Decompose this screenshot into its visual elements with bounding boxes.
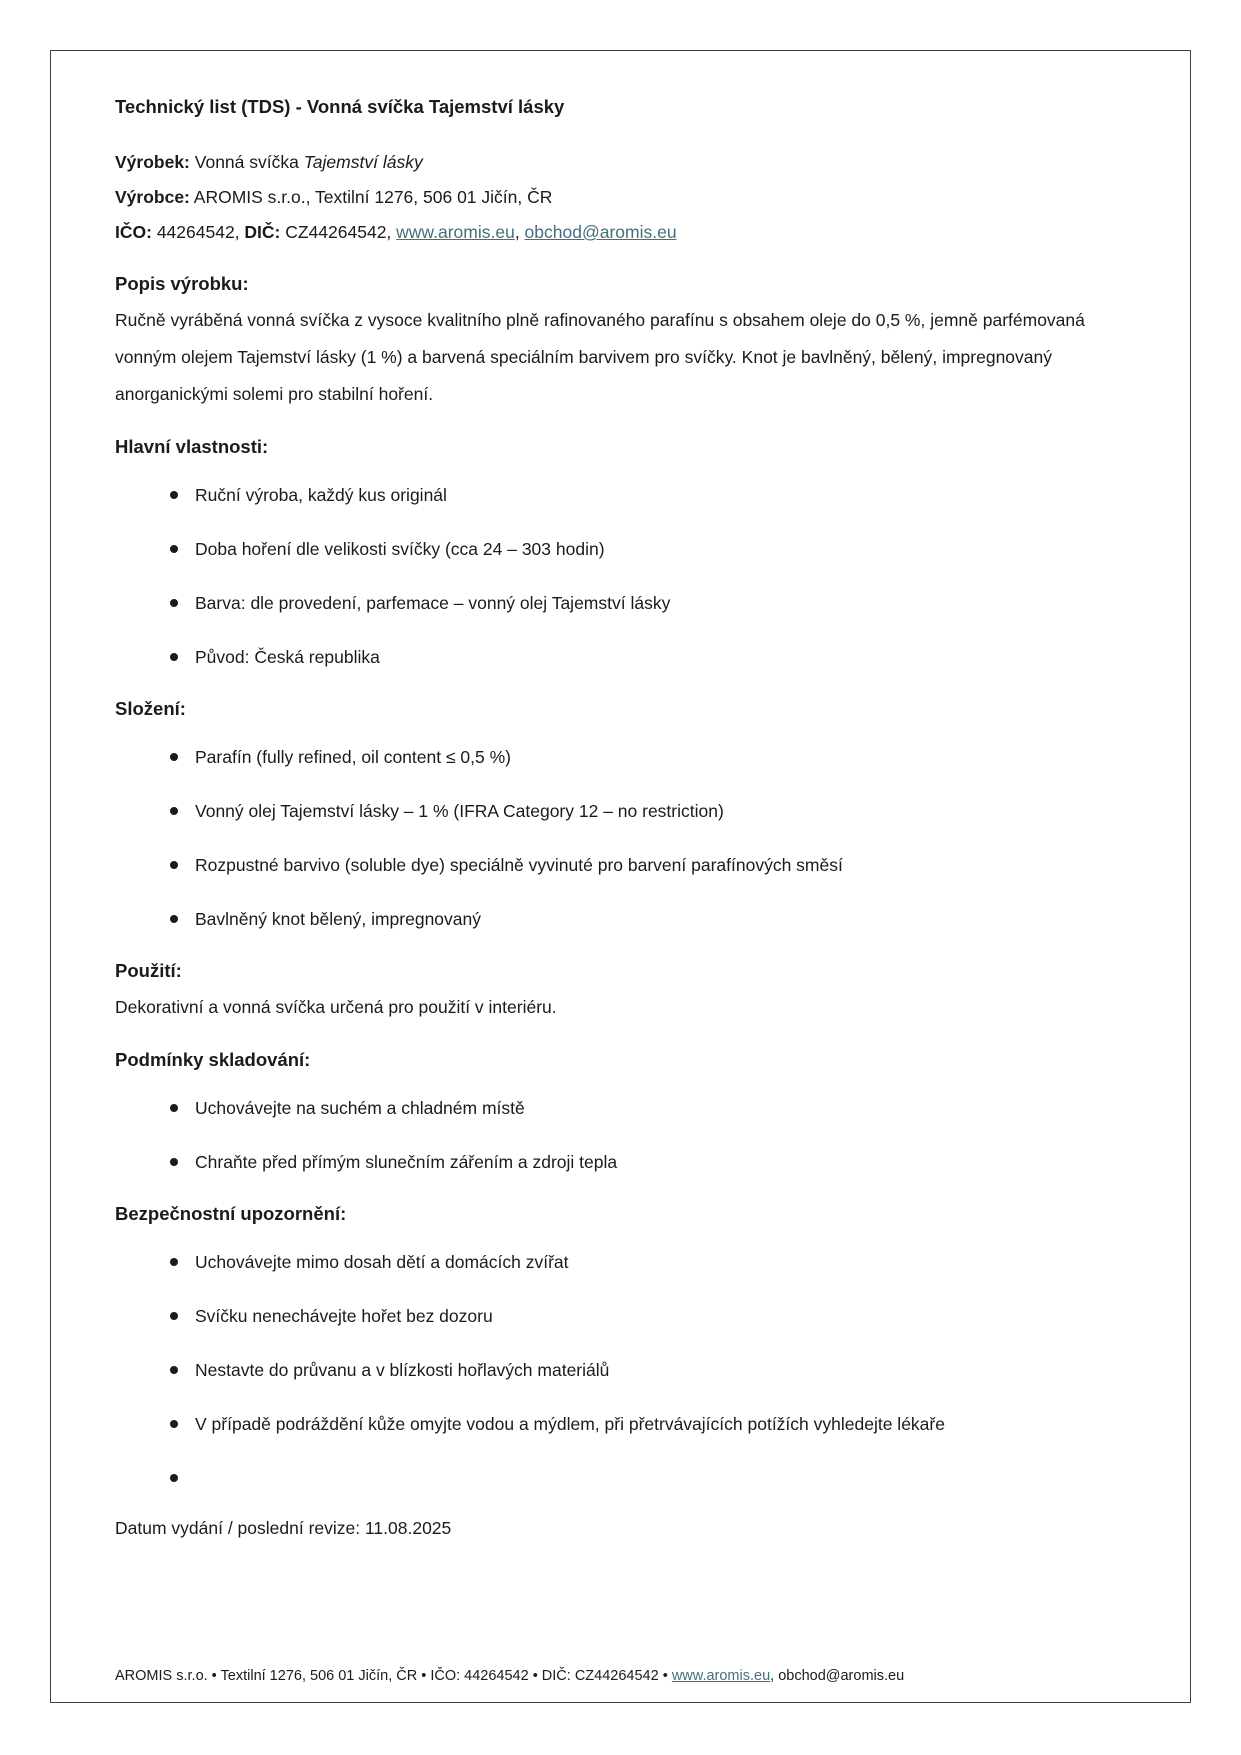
manufacturer-line [115, 180, 1128, 215]
ico-label: IČO: [115, 222, 152, 242]
section-body-pouziti: Dekorativní a vonná svíčka určená pro použití v interiéru. [115, 997, 557, 1017]
section-heading-vlastnosti: Hlavní vlastnosti: [115, 436, 269, 457]
manufacturer-label: Výrobce: [115, 187, 190, 207]
manufacturer-value: AROMIS s.r.o., Textilní 1276, 506 01 Jičín, ČR [189, 187, 553, 207]
link-separator: , [514, 222, 525, 242]
bullet-item: Svíčku nenechávejte hořet bez dozoru [167, 1298, 1128, 1334]
bullet-item-empty [167, 1460, 1128, 1496]
page-title: Technický list (TDS) - Vonná svíčka Tajemství lásky [115, 96, 565, 117]
product-name-italic: Tajemství lásky [303, 152, 423, 172]
dic-value: CZ44264542, [280, 222, 397, 242]
section-heading-popis: Popis výrobku: [115, 273, 249, 294]
bullet-item: Původ: Česká republika [167, 639, 1128, 675]
bullet-item: Uchovávejte na suchém a chladném místě [167, 1090, 1128, 1126]
bullet-item: Rozpustné barvivo (soluble dye) speciálně vyvinuté pro barvení parafínových směsí [167, 847, 1128, 883]
page-footer [115, 1666, 1150, 1686]
section-heading-skladovani: Podmínky skladování: [115, 1049, 311, 1070]
page-border-frame [50, 50, 1191, 1703]
footer-text-before-link: AROMIS s.r.o. • Textilní 1276, 506 01 Jičín, ČR • IČO: 44264542 • DIČ: CZ44264542 • [115, 1668, 672, 1684]
bullet-list-bezpecnost [115, 1244, 1128, 1496]
bullet-item: V případě podráždění kůže omyjte vodou a mýdlem, při přetrvávajících potížích vyhledejte lékaře [167, 1406, 1128, 1442]
bullet-item: Parafín (fully refined, oil content ≤ 0,5 %) [167, 739, 1128, 775]
bullet-item: Barva: dle provedení, parfemace – vonný olej Tajemství lásky [167, 585, 1128, 621]
bullet-item: Chraňte před přímým slunečním zářením a zdroji tepla [167, 1144, 1128, 1180]
bullet-item: Vonný olej Tajemství lásky – 1 % (IFRA Category 12 – no restriction) [167, 793, 1128, 829]
bullet-item: Doba hoření dle velikosti svíčky (cca 24 – 303 hodin) [167, 531, 1128, 567]
product-meta-block [115, 145, 1128, 250]
registration-line [115, 215, 1128, 250]
product-label: Výrobek: [115, 152, 190, 172]
bullet-list-skladovani [115, 1090, 1128, 1180]
product-line [115, 145, 1128, 180]
bullet-item: Nestavte do průvanu a v blízkosti hořlavých materiálů [167, 1352, 1128, 1388]
page-content [51, 51, 1190, 1547]
section-heading-pouziti: Použití: [115, 960, 182, 981]
section-heading-slozeni: Složení: [115, 698, 186, 719]
section-heading-bezpecnost: Bezpečnostní upozornění: [115, 1203, 347, 1224]
bullet-item: Uchovávejte mimo dosah dětí a domácích zvířat [167, 1244, 1128, 1280]
bullet-list-slozeni [115, 739, 1128, 937]
bullet-list-vlastnosti [115, 477, 1128, 675]
website-link[interactable]: www.aromis.eu [396, 222, 515, 242]
bullet-item: Bavlněný knot bělený, impregnovaný [167, 901, 1128, 937]
footer-text-after-link: , obchod@aromis.eu [770, 1668, 905, 1684]
ico-value: 44264542, [151, 222, 245, 242]
revision-date-line: Datum vydání / poslední revize: 11.08.2025 [115, 1518, 452, 1538]
section-body-popis: Ručně vyráběná vonná svíčka z vysoce kvalitního plně rafinovaného parafínu s obsahem oleje do 0,5 %, jemně parfémovaná vonným olejem Tajemství lásky (1 %) a barvená speciálním barvivem pro svíčky. Knot je bavlněný, bělený, impregnovaný anorganickými solemi pro stabilní hoření. [115, 310, 1085, 404]
bullet-item: Ruční výroba, každý kus originál [167, 477, 1128, 513]
dic-label: DIČ: [244, 222, 281, 242]
email-link[interactable]: obchod@aromis.eu [524, 222, 677, 242]
product-value: Vonná svíčka [189, 152, 304, 172]
footer-website-link[interactable]: www.aromis.eu [671, 1668, 771, 1684]
